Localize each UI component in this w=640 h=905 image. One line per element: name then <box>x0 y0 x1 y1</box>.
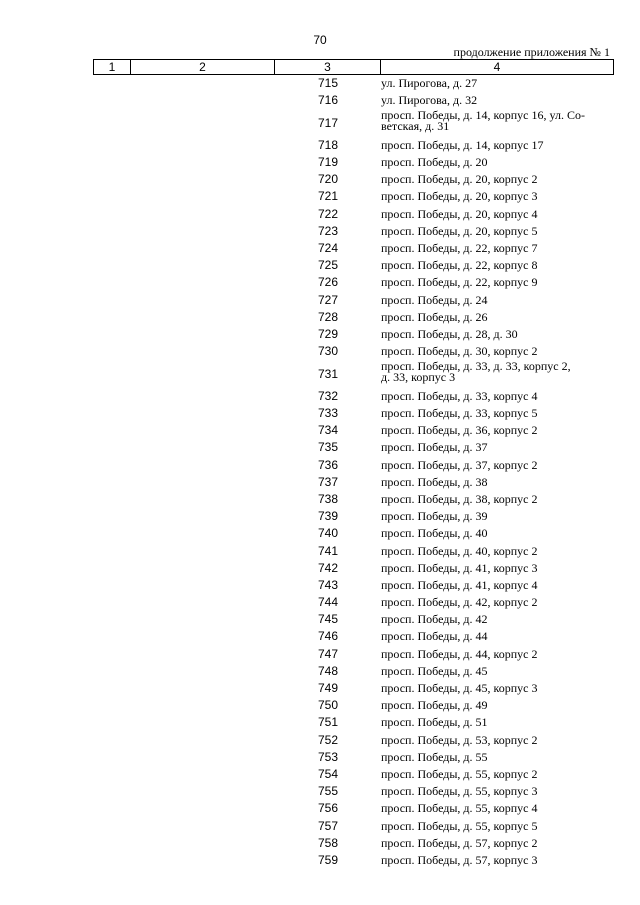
table-row <box>0 800 640 817</box>
table-row <box>0 749 640 766</box>
row-address: просп. Победы, д. 22, корпус 8 <box>381 258 538 273</box>
table-row <box>0 766 640 783</box>
table-row <box>0 714 640 731</box>
row-number: 755 <box>317 784 339 799</box>
row-address: просп. Победы, д. 57, корпус 3 <box>381 852 538 867</box>
table-row <box>0 818 640 835</box>
row-number: 735 <box>317 440 339 455</box>
row-number: 728 <box>317 309 339 324</box>
table-row <box>0 594 640 611</box>
row-address: просп. Победы, д. 41, корпус 4 <box>381 577 538 592</box>
table-row <box>0 508 640 525</box>
row-number: 724 <box>317 241 339 255</box>
row-number: 741 <box>317 543 339 558</box>
row-number: 757 <box>317 818 339 833</box>
table-row <box>0 223 640 240</box>
row-address: просп. Победы, д. 26 <box>381 309 488 324</box>
row-address: ул. Пирогова, д. 27 <box>381 76 478 90</box>
row-number: 726 <box>317 275 339 290</box>
row-address: просп. Победы, д. 49 <box>381 698 488 713</box>
row-address: просп. Победы, д. 42, корпус 2 <box>381 595 538 610</box>
table-row <box>0 852 640 869</box>
row-number: 716 <box>317 93 339 108</box>
table-row <box>0 680 640 697</box>
column-number-header <box>93 59 614 75</box>
table-row <box>0 360 640 388</box>
row-address: просп. Победы, д. 28, д. 30 <box>381 326 518 341</box>
row-address: просп. Победы, д. 38 <box>381 474 488 489</box>
row-number: 750 <box>317 698 339 713</box>
row-number: 730 <box>317 344 339 359</box>
table-row <box>0 491 640 508</box>
row-number: 729 <box>317 326 339 341</box>
row-address: просп. Победы, д. 39 <box>381 509 488 524</box>
row-number: 747 <box>317 646 339 661</box>
column-number-2: 2 <box>131 60 275 75</box>
table-row <box>0 137 640 154</box>
row-address: просп. Победы, д. 24 <box>381 292 488 307</box>
row-number: 754 <box>317 766 339 781</box>
row-address: просп. Победы, д. 57, корпус 2 <box>381 835 538 850</box>
table-row <box>0 697 640 714</box>
row-number: 753 <box>317 749 339 764</box>
row-address: просп. Победы, д. 37, корпус 2 <box>381 457 538 472</box>
row-number: 734 <box>317 423 339 438</box>
table-row <box>0 732 640 749</box>
table-row <box>0 835 640 852</box>
table-row <box>0 560 640 577</box>
row-address: просп. Победы, д. 40 <box>381 526 488 541</box>
row-address: просп. Победы, д. 55, корпус 4 <box>381 801 538 816</box>
row-number: 744 <box>317 595 339 610</box>
row-address: просп. Победы, д. 20, корпус 2 <box>381 172 538 187</box>
row-number: 739 <box>317 509 339 524</box>
row-number: 751 <box>317 715 339 730</box>
row-address: просп. Победы, д. 14, корпус 16, ул. Со- ветская, д. 31 <box>381 108 585 134</box>
row-address: просп. Победы, д. 22, корпус 9 <box>381 275 538 290</box>
row-address: просп. Победы, д. 30, корпус 2 <box>381 344 538 359</box>
row-address: просп. Победы, д. 44 <box>381 629 488 644</box>
table-row <box>0 611 640 628</box>
continuation-label: продолжение приложения № 1 <box>453 45 610 59</box>
row-number: 723 <box>317 223 339 238</box>
table-row <box>0 422 640 439</box>
row-number: 737 <box>317 474 339 489</box>
row-address: просп. Победы, д. 51 <box>381 715 488 730</box>
row-address: просп. Победы, д. 33, д. 33, корпус 2, д. 33, корпус 3 <box>381 359 571 385</box>
row-address: ул. Пирогова, д. 32 <box>381 93 478 108</box>
row-number: 740 <box>317 526 339 541</box>
row-address: просп. Победы, д. 55, корпус 2 <box>381 766 538 781</box>
row-number: 727 <box>317 292 339 307</box>
row-address: просп. Победы, д. 45 <box>381 663 488 678</box>
row-address: просп. Победы, д. 37 <box>381 440 488 455</box>
row-number: 746 <box>317 629 339 644</box>
table-row <box>0 154 640 171</box>
table-row <box>0 240 640 257</box>
row-number: 720 <box>317 172 339 187</box>
table-row <box>0 525 640 542</box>
table-row <box>0 206 640 223</box>
table-row <box>0 646 640 663</box>
row-address: просп. Победы, д. 33, корпус 5 <box>381 406 538 420</box>
row-number: 738 <box>317 491 339 506</box>
table-row <box>0 405 640 422</box>
table-row <box>0 92 640 109</box>
table-row <box>0 188 640 205</box>
address-list <box>0 75 640 869</box>
row-number: 743 <box>317 577 339 592</box>
row-number: 742 <box>317 560 339 575</box>
table-row <box>0 326 640 343</box>
row-address: просп. Победы, д. 55 <box>381 749 488 764</box>
row-number: 752 <box>317 732 339 747</box>
table-row <box>0 783 640 800</box>
row-number: 749 <box>317 681 339 695</box>
row-number: 718 <box>317 137 339 152</box>
row-address: просп. Победы, д. 38, корпус 2 <box>381 491 538 506</box>
row-number: 721 <box>317 189 339 204</box>
row-number: 725 <box>317 258 339 273</box>
row-number: 715 <box>317 76 339 90</box>
row-address: просп. Победы, д. 44, корпус 2 <box>381 646 538 661</box>
row-number: 732 <box>317 388 339 403</box>
table-row <box>0 439 640 456</box>
row-number: 731 <box>317 367 339 382</box>
row-number: 759 <box>317 852 339 867</box>
column-number-3: 3 <box>275 60 381 75</box>
table-row <box>0 388 640 405</box>
row-address: просп. Победы, д. 40, корпус 2 <box>381 543 538 558</box>
row-address: просп. Победы, д. 20 <box>381 155 488 170</box>
table-row <box>0 474 640 491</box>
row-number: 717 <box>317 116 339 131</box>
row-address: просп. Победы, д. 22, корпус 7 <box>381 241 538 255</box>
row-address: просп. Победы, д. 20, корпус 3 <box>381 189 538 204</box>
row-address: просп. Победы, д. 14, корпус 17 <box>381 137 544 152</box>
table-row <box>0 309 640 326</box>
row-number: 719 <box>317 155 339 170</box>
column-number-1: 1 <box>94 60 131 75</box>
table-row <box>0 257 640 274</box>
table-row <box>0 343 640 360</box>
table-row <box>0 577 640 594</box>
row-address: просп. Победы, д. 45, корпус 3 <box>381 681 538 695</box>
table-row <box>0 274 640 291</box>
row-number: 733 <box>317 406 339 420</box>
row-address: просп. Победы, д. 53, корпус 2 <box>381 732 538 747</box>
table-row <box>0 75 640 92</box>
column-number-4: 4 <box>381 60 614 75</box>
row-number: 756 <box>317 801 339 816</box>
row-address: просп. Победы, д. 20, корпус 5 <box>381 223 538 238</box>
row-number: 722 <box>317 206 339 221</box>
table-row <box>0 628 640 645</box>
row-number: 745 <box>317 612 339 627</box>
row-address: просп. Победы, д. 36, корпус 2 <box>381 423 538 438</box>
table-row <box>0 171 640 188</box>
row-number: 758 <box>317 835 339 850</box>
row-address: просп. Победы, д. 20, корпус 4 <box>381 206 538 221</box>
row-address: просп. Победы, д. 41, корпус 3 <box>381 560 538 575</box>
table-row <box>0 457 640 474</box>
table-row <box>0 543 640 560</box>
page-number: 70 <box>313 33 327 47</box>
row-address: просп. Победы, д. 33, корпус 4 <box>381 388 538 403</box>
row-address: просп. Победы, д. 55, корпус 3 <box>381 784 538 799</box>
table-row <box>0 109 640 137</box>
table-row <box>0 292 640 309</box>
row-number: 748 <box>317 663 339 678</box>
row-number: 736 <box>317 457 339 472</box>
row-address: просп. Победы, д. 55, корпус 5 <box>381 818 538 833</box>
row-address: просп. Победы, д. 42 <box>381 612 488 627</box>
table-row <box>0 663 640 680</box>
